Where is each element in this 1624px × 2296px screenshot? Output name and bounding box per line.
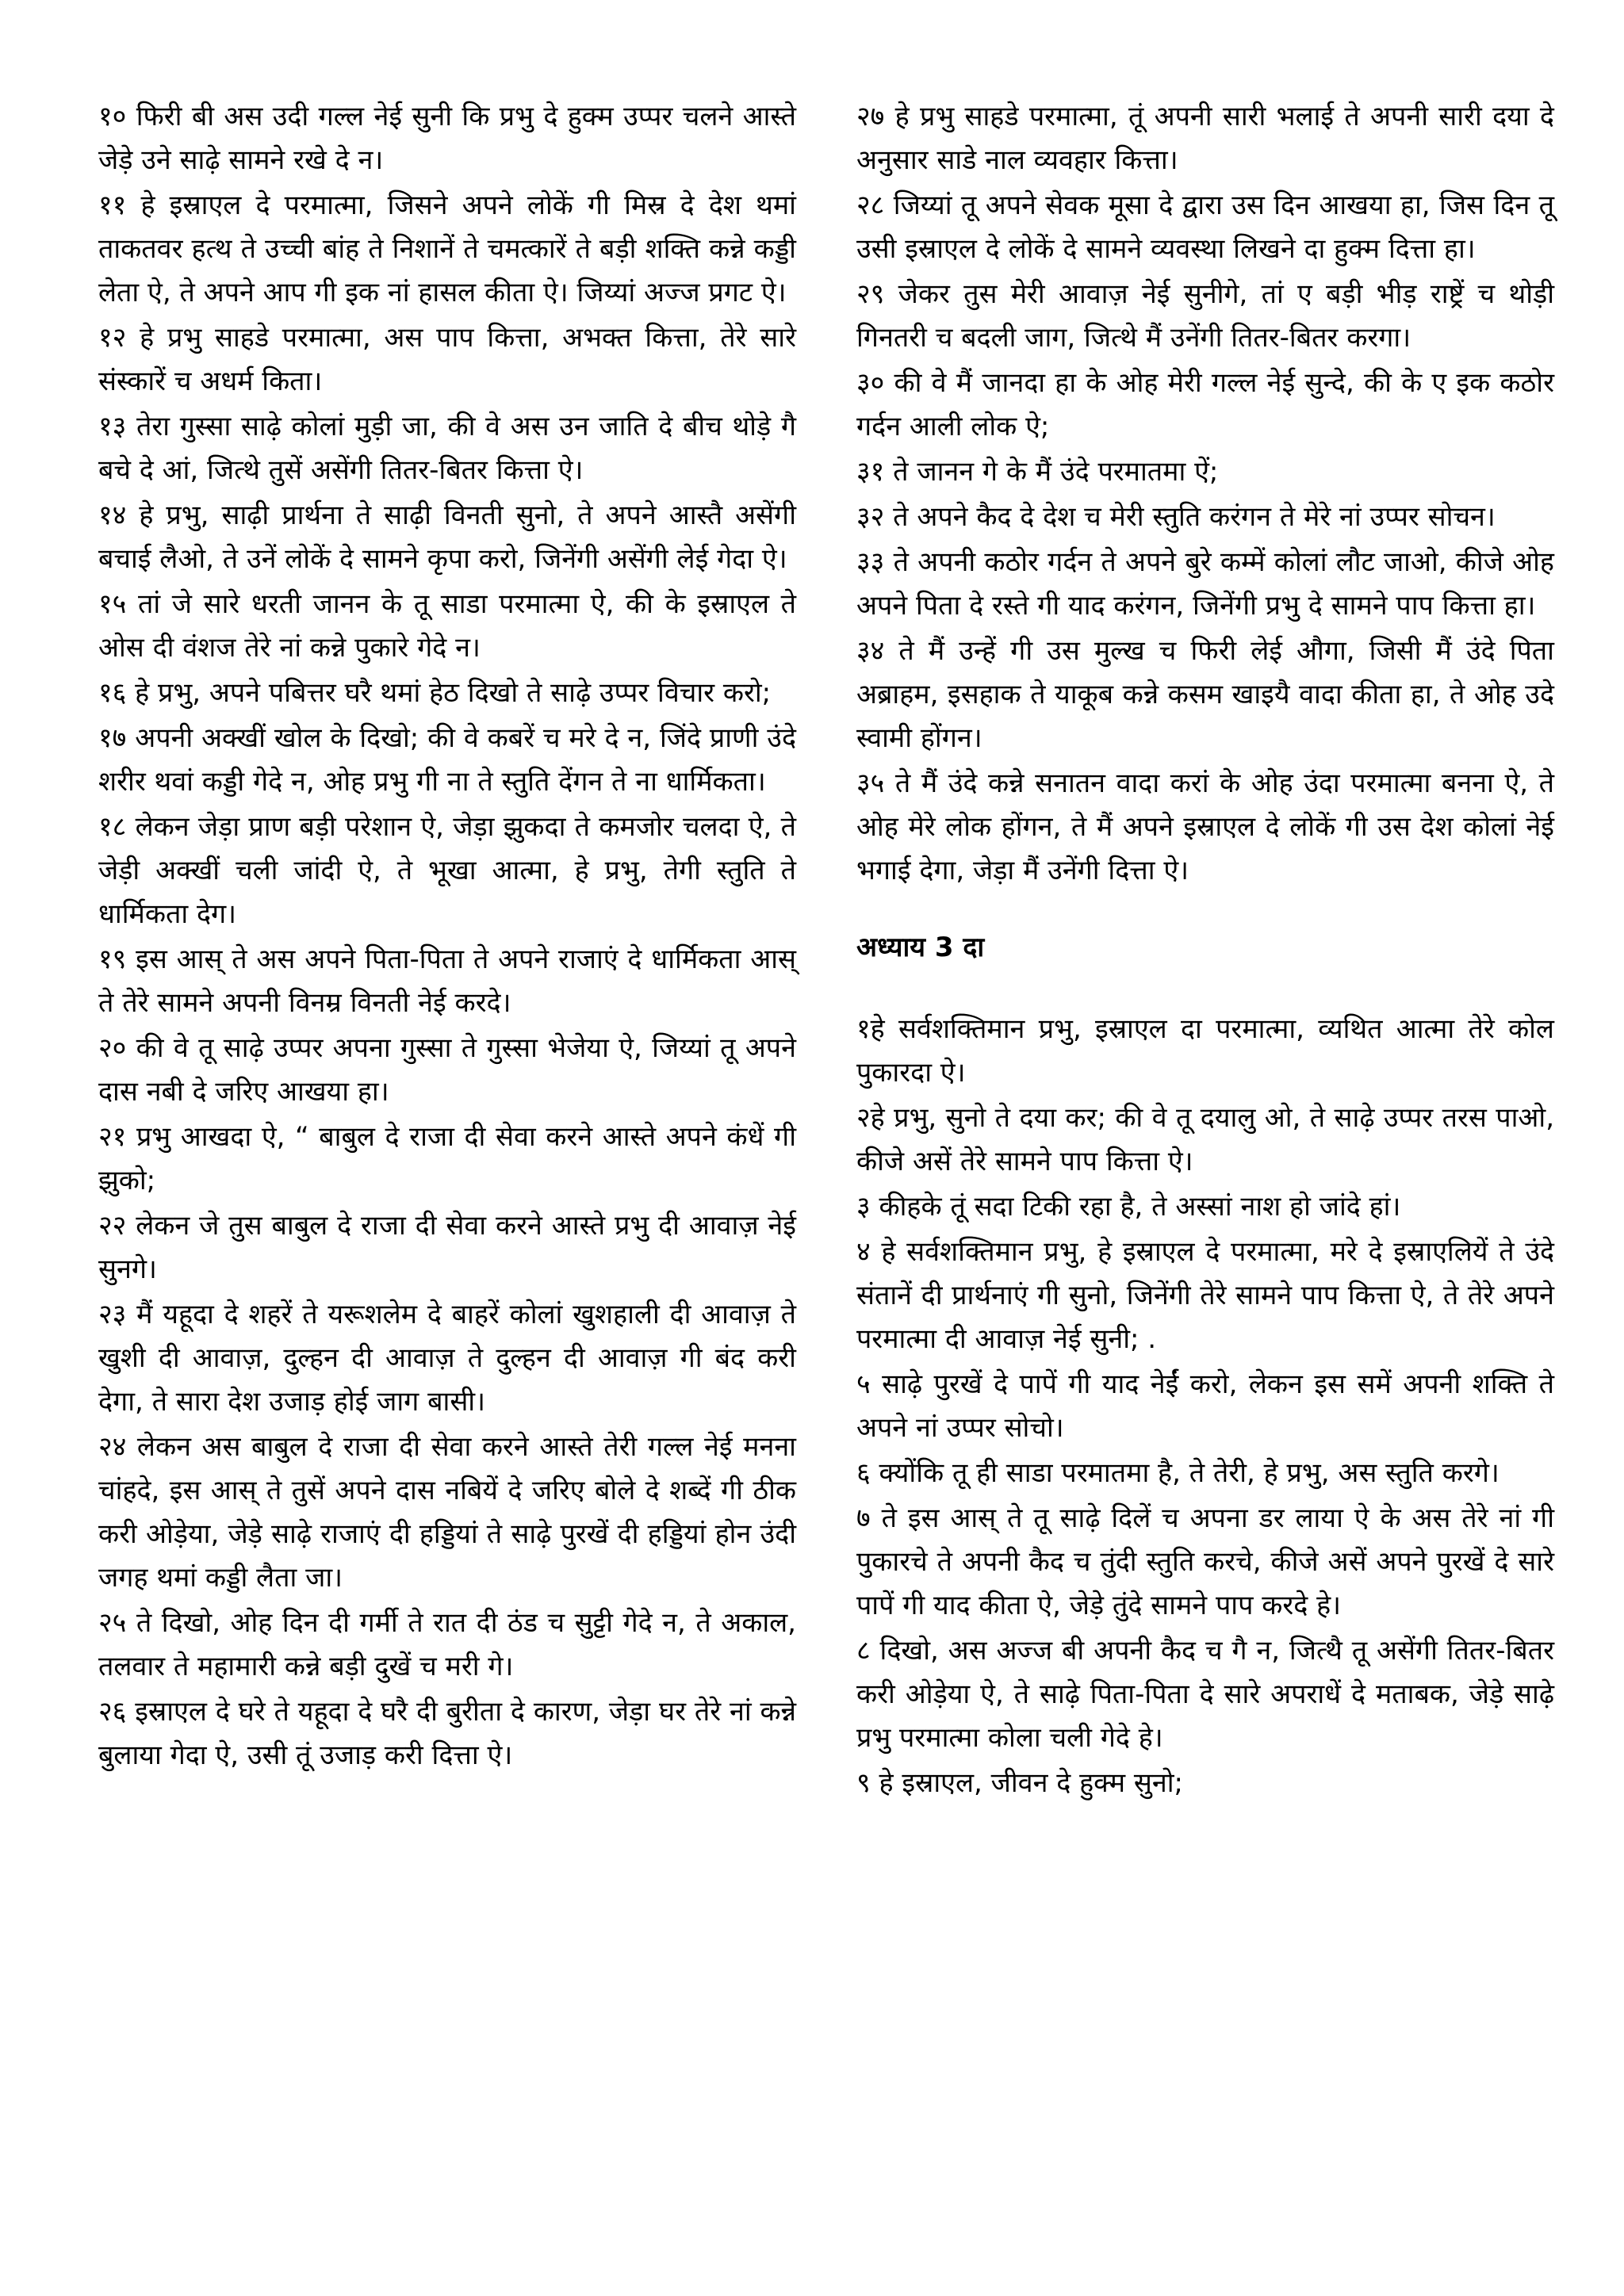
verse-18: १८ लेकन जेड़ा प्राण बड़ी परेशान ऐ, जेड़ा झुकदा ते कमजोर चलदा ऐ, ते जेड़ी अक्खीं चली जांदी ऐ, ते भूखा आत्मा, हे प्रभु, तेगी स्तुति ते धार्मिकता देग। (98, 811, 796, 930)
verse-24: २४ लेकन अस बाबुल दे राजा दी सेवा करने आस्ते तेरी गल्ल नेई मनना चांहदे, इस आस् ते तुसें अपने दास नबियें दे जरिए बोले दे शब्दें गी ठीक करी ओड़ेया, जेड़े साढ़े राजाएं दी हड्डियां ते साढ़े पुरखें दी हड्डियां होन उंदी जगह थमां कड्डी लैता जा। (98, 1431, 796, 1594)
chapter3-verse-5: ५ साढ़े पुरखें दे पापें गी याद नेईं करो, लेकन इस समें अपनी शक्ति ते अपने नां उप्पर सोचो। (856, 1368, 1554, 1444)
left-column (98, 95, 796, 1779)
verse-13: १३ तेरा गुस्सा साढ़े कोलां मुड़ी जा, की वे अस उन जाति दे बीच थोड़े गै बचे दे आं, जित्थे तुसें असेंगी तितर-बितर कित्ता ऐ। (98, 411, 796, 486)
verse-30: ३० की वे मैं जानदा हा के ओह मेरी गल्ल नेई सुन्दे, की के ए इक कठोर गर्दन आली लोक ऐ; (856, 367, 1554, 442)
verse-31: ३१ ते जानन गे के मैं उंदे परमातमा ऐं; (856, 456, 1219, 488)
verse-23: २३ मैं यहूदा दे शहरें ते यरूशलेम दे बाहरें कोलां खुशहाली दी आवाज़ ते खुशी दी आवाज़, दुल्हन दी आवाज़ ते दुल्हन दी आवाज़ गी बंद करी देगा, ते सारा देश उजाड़ होई जाग बासी। (98, 1299, 796, 1418)
chapter3-verse-8: ८ दिखो, अस अज्ज बी अपनी कैद च गै न, जित्थै तू असेंगी तितर-बितर करी ओड़ेया ऐ, ते साढ़े पिता-पिता दे सारे अपराधें दे मताबक, जेड़े साढ़े प्रभु परमात्मा कोला चली गेदे हे। (856, 1635, 1554, 1754)
verse-33: ३३ ते अपनी कठोर गर्दन ते अपने बुरे कम्में कोलां लौट जाओ, कीजे ओह अपने पिता दे रस्ते गी याद करंगन, जिनेंगी प्रभु दे सामने पाप कित्ता हा। (856, 546, 1554, 622)
verse-22: २२ लेकन जे तुस बाबुल दे राजा दी सेवा करने आस्ते प्रभु दी आवाज़ नेई सुनगे। (98, 1210, 796, 1285)
verse-12: १२ हे प्रभु साहडे परमात्मा, अस पाप कित्ता, अभक्त कित्ता, तेरे सारे संस्कारें च अधर्म किता। (98, 322, 796, 397)
verse-10: १० फिरी बी अस उदी गल्ल नेई सुनी कि प्रभु दे हुक्म उप्पर चलने आस्ते जेड़े उने साढ़े सामने रखे दे न। (98, 101, 796, 176)
chapter3-verse-2: २हे प्रभु, सुनो ते दया कर; की वे तू दयालु ओ, ते साढ़े उप्पर तरस पाओ, कीजे असें तेरे सामने पाप कित्ता ऐ। (856, 1102, 1554, 1177)
verse-27: २७ हे प्रभु साहडे परमात्मा, तूं अपनी सारी भलाई ते अपनी सारी दया दे अनुसार साडे नाल व्यवहार कित्ता। (856, 101, 1554, 176)
chapter3-verse-9: ९ हे इस्राएल, जीवन दे हुक्म सुनो; (856, 1767, 1184, 1799)
verse-20: २० की वे तू साढ़े उप्पर अपना गुस्सा ते गुस्सा भेजेया ऐ, जिय्यां तू अपने दास नबी दे जरिए आखया हा। (98, 1032, 796, 1108)
chapter3-verse-1: १हे सर्वशक्तिमान प्रभु, इस्राएल दा परमात्मा, व्यथित आत्मा तेरे कोल पुकारदा ऐ। (856, 1013, 1554, 1089)
verse-14: १४ हे प्रभु, साढ़ी प्रार्थना ते साढ़ी विनती सुनो, ते अपने आस्तै असेंगी बचाई लैओ, ते उनें लोकें दे सामने कृपा करो, जिनेंगी असेंगी लेई गेदा ऐ। (98, 499, 796, 575)
verse-34: ३४ ते मैं उन्हें गी उस मुल्ख च फिरी लेई औगा, जिसी मैं उंदे पिता अब्राहम, इसहाक ते याकूब कन्ने कसम खाइयै वादा कीता हा, ते ओह उदे स्वामी होंगन। (856, 635, 1554, 754)
chapter3-verse-4: ४ हे सर्वशक्तिमान प्रभु, हे इस्राएल दे परमात्मा, मरे दे इस्राएलियें ते उंदे संतानें दी प्रार्थनाएं गी सुनो, जिनेंगी तेरे सामने पाप कित्ता ऐ, ते तेरे अपने परमात्मा दी आवाज़ नेई सुनी; . (856, 1236, 1554, 1355)
verse-15: १५ तां जे सारे धरती जानन के तू साडा परमात्मा ऐ, की के इस्राएल ते ओस दी वंशज तेरे नां कन्ने पुकारे गेदे न। (98, 588, 796, 664)
verse-25: २५ ते दिखो, ओह दिन दी गर्मी ते रात दी ठंड च सुट्टी गेदे न, ते अकाल, तलवार ते महामारी कन्ने बड़ी दुखें च मरी गे। (98, 1607, 796, 1682)
chapter-heading: अध्याय 3 दा (856, 932, 985, 963)
verse-16: १६ हे प्रभु, अपने पबित्तर घरै थमां हेठ दिखो ते साढ़े उप्पर विचार करो; (98, 677, 772, 709)
verse-29: २९ जेकर तुस मेरी आवाज़ नेई सुनीगे, तां ए बड़ी भीड़ राष्ट्रें च थोड़ी गिनतरी च बदली जाग, जित्थे मैं उनेंगी तितर-बितर करगा। (856, 278, 1554, 354)
verse-32: ३२ ते अपने कैद दे देश च मेरी स्तुति करंगन ते मेरे नां उप्पर सोचन। (856, 501, 1496, 533)
verse-17: १७ अपनी अक्खीं खोल के दिखो; की वे कबरें च मरे दे न, जिंदे प्राणी उंदे शरीर थवां कड्डी गेदे न, ओह प्रभु गी ना ते स्तुति देंगन ते ना धार्मिकता। (98, 722, 796, 798)
right-column (856, 95, 1554, 1807)
verse-21: २१ प्रभु आखदा ऐ, “ बाबुल दे राजा दी सेवा करने आस्ते अपने कंधें गी झुको; (98, 1121, 796, 1196)
verse-26: २६ इस्राएल दे घरे ते यहूदा दे घरै दी बुरीता दे कारण, जेड़ा घर तेरे नां कन्ने बुलाया गेदा ऐ, उसी तूं उजाड़ करी दित्ता ऐ। (98, 1696, 796, 1771)
verse-28: २८ जिय्यां तू अपने सेवक मूसा दे द्वारा उस दिन आखया हा, जिस दिन तू उसी इस्राएल दे लोकें दे सामने व्यवस्था लिखने दा हुक्म दित्ता हा। (856, 189, 1554, 265)
chapter3-verse-6: ६ क्योंकि तू ही साडा परमातमा है, ते तेरी, हे प्रभु, अस स्तुति करगे। (856, 1457, 1500, 1489)
verse-35: ३५ ते मैं उंदे कन्ने सनातन वादा करां के ओह उंदा परमात्मा बनना ऐ, ते ओह मेरे लोक होंगन, ते मैं अपने इस्राएल दे लोकें गी उस देश कोलां नेई भगाई देगा, जेड़ा मैं उनेंगी दित्ता ऐ। (856, 767, 1554, 886)
verse-19: १९ इस आस् ते अस अपने पिता-पिता ते अपने राजाएं दे धार्मिकता आस् ते तेरे सामने अपनी विनम्र विनती नेई करदे। (98, 943, 796, 1019)
chapter3-verse-3: ३ कीहके तूं सदा टिकी रहा है, ते अस्सां नाश हो जांदे हां। (856, 1191, 1401, 1223)
chapter3-verse-7: ७ ते इस आस् ते तू साढ़े दिलें च अपना डर लाया ऐ के अस तेरे नां गी पुकारचे ते अपनी कैद च तुंदी स्तुति करचे, कीजे असें अपने पुरखें दे सारे पापें गी याद कीता ऐ, जेड़े तुंदे सामने पाप करदे हे। (856, 1502, 1554, 1621)
verse-11: ११ हे इस्राएल दे परमात्मा, जिसने अपने लोकें गी मिस्र दे देश थमां ताकतवर हत्थ ते उच्ची बांह ते निशानें ते चमत्कारें ते बड़ी शक्ति कन्ने कड्डी लेता ऐ, ते अपने आप गी इक नां हासल कीता ऐ। जिय्यां अज्ज प्रगट ऐ। (98, 189, 796, 308)
